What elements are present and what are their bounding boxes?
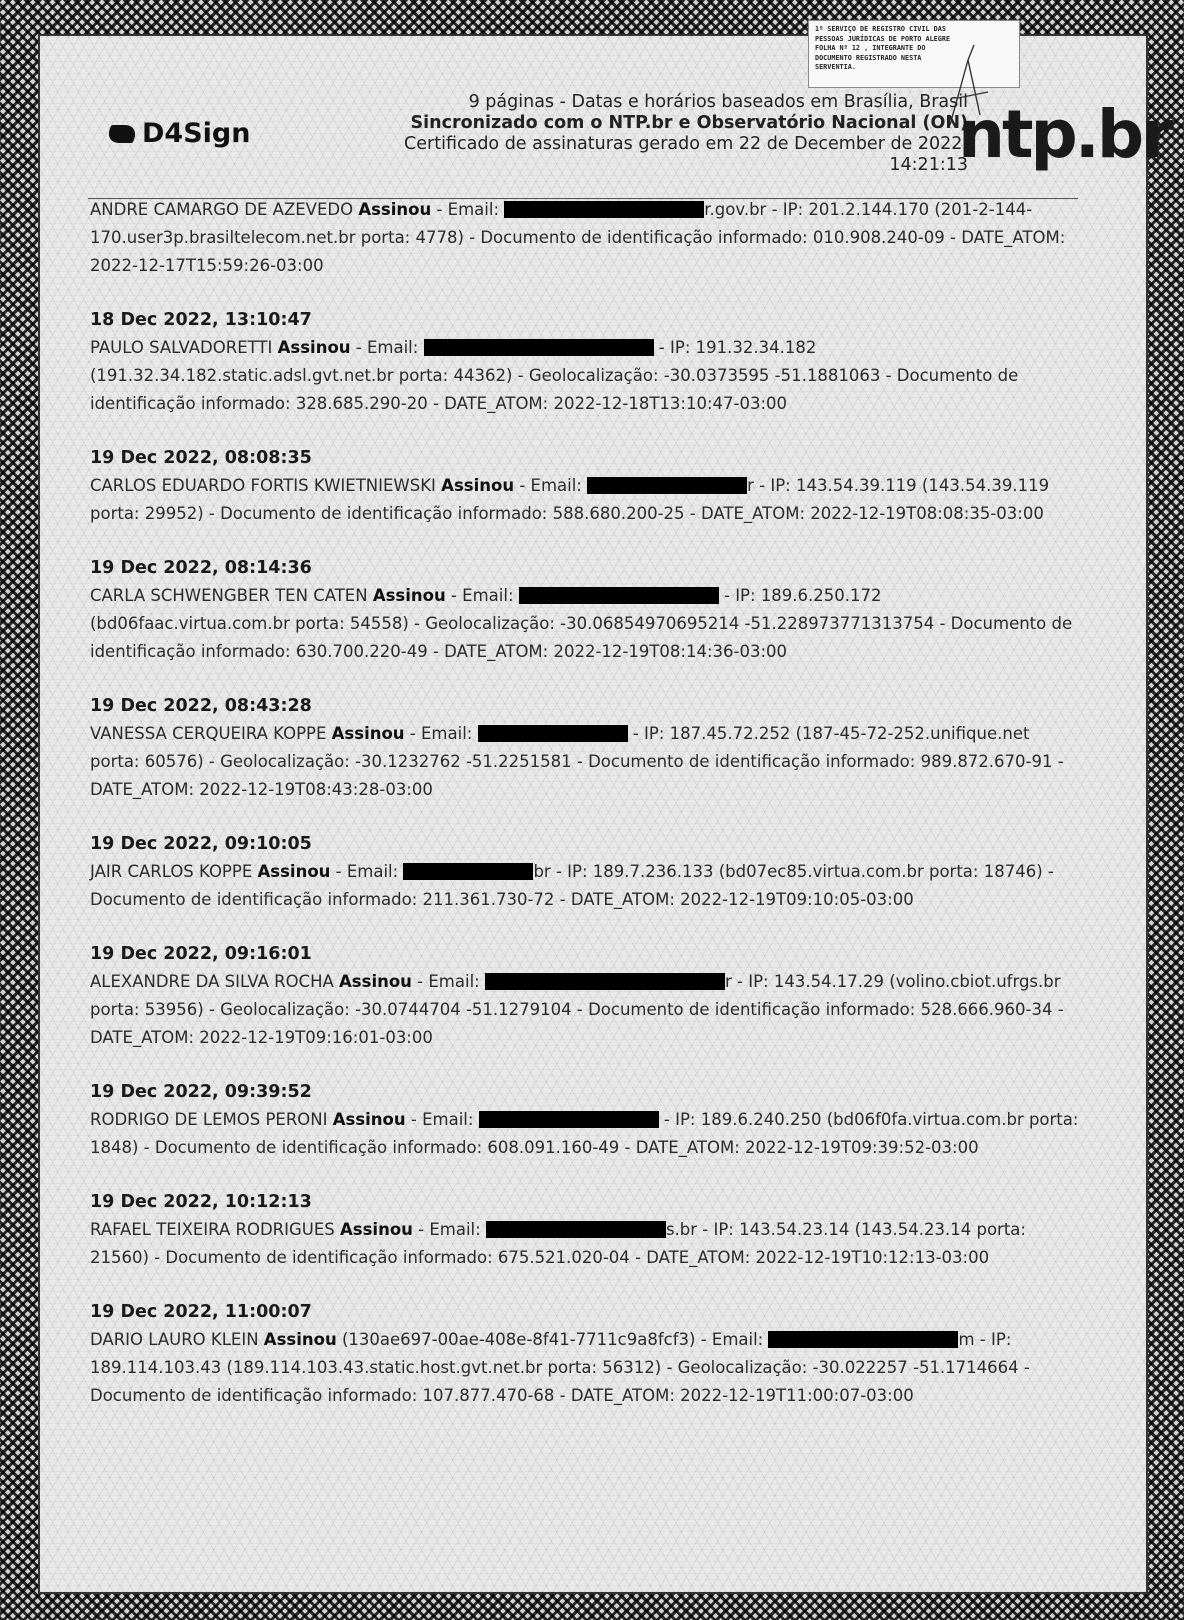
signature-entry (90, 1298, 1080, 1410)
entry-text (90, 1106, 1080, 1162)
signer-name: CARLOS EDUARDO FORTIS KWIETNIEWSKI (90, 476, 442, 495)
entry-details: - IP: 143.54.39.119 (143.54.39.119 porta: 29952) - Documento de identificação informado: 588.680.200-25 - DATE_ATOM: 2022-12-19T08:08:35-03:00 (90, 476, 1050, 523)
email-label: - Email: (411, 972, 485, 991)
email-label: - Email: (350, 338, 424, 357)
signature-entry (90, 940, 1080, 1052)
email-suffix: s.br (665, 1220, 698, 1239)
entry-date: 19 Dec 2022, 09:16:01 (90, 944, 312, 964)
redacted-email (587, 477, 747, 494)
signature-entry (90, 196, 1080, 280)
entry-text (90, 720, 1080, 804)
stamp-line: 1º SERVIÇO DE REGISTRO CIVIL DAS (815, 25, 946, 33)
email-suffix: m (958, 1330, 975, 1349)
email-suffix: r (747, 476, 754, 495)
d4sign-logo (108, 118, 250, 149)
entry-date: 19 Dec 2022, 09:10:05 (90, 834, 312, 854)
entry-date: 19 Dec 2022, 08:43:28 (90, 696, 312, 716)
signature-entry (90, 1078, 1080, 1162)
email-label: - Email: (330, 862, 404, 881)
email-label: - Email: (412, 1220, 486, 1239)
signer-name: ALEXANDRE DA SILVA ROCHA (90, 972, 340, 991)
action-label: Assinou (277, 338, 351, 357)
signature-log (90, 196, 1080, 1436)
header-sync: Sincronizado com o NTP.br e Observatório Nacional (ON) (410, 113, 968, 133)
signer-name: JAIR CARLOS KOPPE (90, 862, 258, 881)
action-label: Assinou (340, 1220, 413, 1239)
signature-entry (90, 830, 1080, 914)
signer-name: VANESSA CERQUEIRA KOPPE (90, 724, 332, 743)
email-label: - Email: (514, 476, 588, 495)
entry-details: - IP: 189.7.236.133 (bd07ec85.virtua.com.br porta: 18746) - Documento de identificação informado: 211.361.730-72 - DATE_ATOM: 2022-12-19T09:10:05-03:00 (90, 862, 1054, 909)
redacted-email (424, 339, 654, 356)
action-label: Assinou (257, 862, 331, 881)
brand-name: D4Sign (142, 118, 251, 149)
entry-details: - IP: 187.45.72.252 (187-45-72-252.unifique.net porta: 60576) - Geolocalização: -30.1232762 -51.2251581 - Documento de identificação informado: 989.872.670-91 - DATE_ATOM: 2022-12-19T08:43:28-03:00 (90, 724, 1064, 799)
entry-text (90, 582, 1080, 666)
action-label: Assinou (331, 724, 405, 743)
action-label: Assinou (339, 972, 412, 991)
signature-entry (90, 1188, 1080, 1272)
entry-text (90, 196, 1080, 280)
entry-date: 19 Dec 2022, 09:39:52 (90, 1082, 312, 1102)
email-label: - Email: (404, 724, 478, 743)
entry-date: 19 Dec 2022, 10:12:13 (90, 1192, 312, 1212)
entry-text (90, 968, 1080, 1052)
entry-details: - IP: 189.6.240.250 (bd06f0fa.virtua.com.br porta: 1848) - Documento de identificação informado: 608.091.160-49 - DATE_ATOM: 2022-12-19T09:39:52-03:00 (90, 1110, 1079, 1157)
action-label: Assinou (441, 476, 515, 495)
certificate-header (370, 92, 968, 176)
entry-date: 18 Dec 2022, 13:10:47 (90, 310, 312, 330)
redacted-email (479, 1111, 659, 1128)
entry-text (90, 858, 1080, 914)
signer-name: DARIO LAURO KLEIN (90, 1330, 264, 1349)
redacted-email (478, 725, 628, 742)
email-suffix: br (533, 862, 551, 881)
redacted-email (403, 863, 533, 880)
signature-entry (90, 554, 1080, 666)
action-label: Assinou (263, 1330, 337, 1349)
entry-date: 19 Dec 2022, 08:14:36 (90, 558, 312, 578)
stamp-line: FOLHA Nº 12 , INTEGRANTE DO (815, 44, 926, 52)
signer-name: ANDRE CAMARGO DE AZEVEDO (90, 200, 359, 219)
stamp-line: SERVENTIA. (815, 63, 856, 71)
leaf-icon (105, 125, 140, 143)
ntp-logo: ntp.br (958, 96, 1171, 173)
stamp-line: DOCUMENTO REGISTRADO NESTA (815, 53, 922, 62)
email-label: - Email: (405, 1110, 479, 1129)
signature-entry (90, 306, 1080, 418)
signature-entry (90, 692, 1080, 804)
entry-details: - IP: 201.2.144.170 (201-2-144-170.user3p.brasiltelecom.net.br porta: 4778) - Documento de identificação informado: 010.908.240-09 - DATE_ATOM: 2022-12-17T15:59:26-03:00 (90, 200, 1066, 275)
redacted-email (519, 587, 719, 604)
email-suffix: r.gov.br (704, 200, 767, 219)
redacted-email (485, 973, 725, 990)
signer-name: RAFAEL TEIXEIRA RODRIGUES (90, 1220, 340, 1239)
entry-details: - IP: 191.32.34.182 (191.32.34.182.static.adsl.gvt.net.br porta: 44362) - Geolocalização: -30.0373595 -51.1881063 - Documento de identificação informado: 328.685.290-20 - DATE_ATOM: 2022-12-18T13:10:47-03:00 (90, 338, 1019, 413)
email-suffix: r (724, 972, 732, 991)
action-label: Assinou (358, 200, 432, 219)
header-generated: Certificado de assinaturas gerado em 22 de December de 2022, (404, 134, 968, 154)
entry-text (90, 1326, 1080, 1410)
entry-details: - IP: 143.54.17.29 (volino.cbiot.ufrgs.br porta: 53956) - Geolocalização: -30.0744704 -51.1279104 - Documento de identificação informado: 528.666.960-34 - DATE_ATOM: 2022-12-19T09:16:01-03:00 (90, 972, 1064, 1047)
stamp-line: PESSOAS JURÍDICAS DE PORTO ALEGRE (815, 34, 951, 43)
header-pages: 9 páginas - Datas e horários baseados em Brasília, Brasil (468, 92, 968, 112)
email-label: - Email: (445, 586, 519, 605)
redacted-email (486, 1221, 666, 1238)
entry-details: - IP: 143.54.23.14 (143.54.23.14 porta: 21560) - Documento de identificação informado: 675.521.020-04 - DATE_ATOM: 2022-12-19T10:12:13-03:00 (90, 1220, 1026, 1267)
email-label: - Email: (431, 200, 505, 219)
entry-text (90, 472, 1080, 528)
entry-details: - IP: 189.114.103.43 (189.114.103.43.static.host.gvt.net.br porta: 56312) - Geolocalização: -30.022257 -51.1714664 - Documento de identificação informado: 107.877.470-68 - DATE_ATOM: 2022-12-19T11:00:07-03:00 (90, 1330, 1030, 1405)
signer-name: CARLA SCHWENGBER TEN CATEN (90, 586, 373, 605)
action-label: Assinou (332, 1110, 406, 1129)
action-label: Assinou (372, 586, 446, 605)
header-time: 14:21:13 (889, 155, 968, 175)
signer-name: RODRIGO DE LEMOS PERONI (90, 1110, 333, 1129)
redacted-email (504, 201, 704, 218)
email-label: (130ae697-00ae-408e-8f41-7711c9a8fcf3) - Email: (336, 1330, 769, 1349)
signature-entry (90, 444, 1080, 528)
entry-date: 19 Dec 2022, 08:08:35 (90, 448, 312, 468)
redacted-email (768, 1331, 958, 1348)
entry-date: 19 Dec 2022, 11:00:07 (90, 1302, 312, 1322)
entry-text (90, 1216, 1080, 1272)
entry-details: - IP: 189.6.250.172 (bd06faac.virtua.com.br porta: 54558) - Geolocalização: -30.06854970695214 -51.228973771313754 - Documento de identificação informado: 630.700.220-49 - DATE_ATOM: 2022-12-19T08:14:36-03:00 (90, 586, 1073, 661)
entry-text (90, 334, 1080, 418)
signer-name: PAULO SALVADORETTI (90, 338, 278, 357)
